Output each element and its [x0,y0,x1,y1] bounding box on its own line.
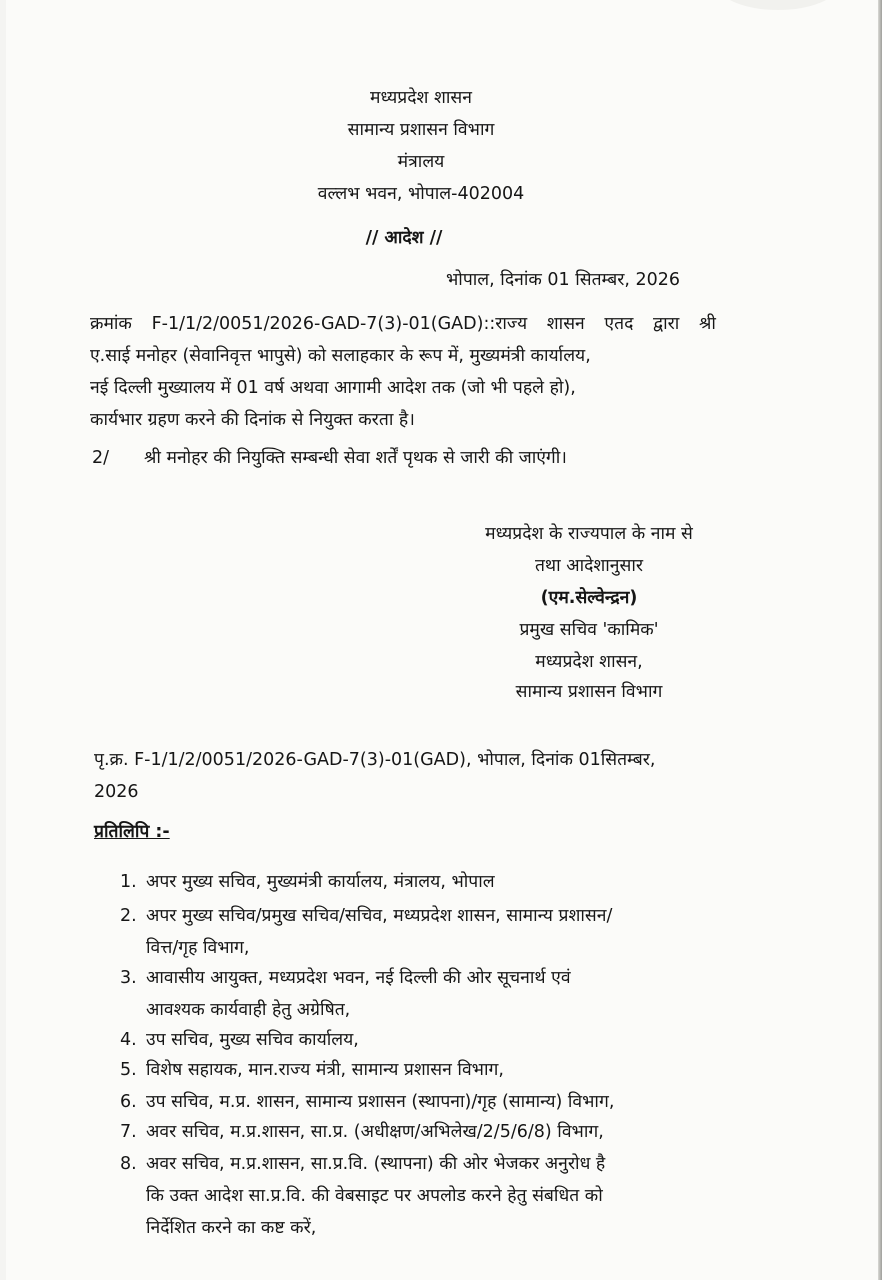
copy-item-number: 8. [120,1154,137,1174]
copy-heading: प्रतिलिपि :- [94,822,170,842]
copy-item-text: अपर मुख्य सचिव, मुख्यमंत्री कार्यालय, मंत्रालय, भोपाल [146,872,495,892]
header-department: सामान्य प्रशासन विभाग [347,120,495,140]
copy-item-text: उप सचिव, म.प्र. शासन, सामान्य प्रशासन (स्थापना)/गृह (सामान्य) विभाग, [146,1092,615,1112]
order-para-line-3: नई दिल्ली मुख्यालय में 01 वर्ष अथवा आगामी आदेश तक (जो भी पहले हो), [90,378,576,398]
signatory-org-1: मध्यप्रदेश शासन, [535,652,643,672]
signature-line-1: मध्यप्रदेश के राज्यपाल के नाम से [485,524,693,544]
word: शासन [546,314,585,334]
copy-item-text: अपर मुख्य सचिव/प्रमुख सचिव/सचिव, मध्यप्रदेश शासन, सामान्य प्रशासन/ [146,906,613,926]
copy-item-text: उप सचिव, मुख्य सचिव कार्यालय, [146,1030,359,1050]
order-para-line-4: कार्यभार ग्रहण करने की दिनांक से नियुक्त करता है। [90,410,415,430]
copy-item-text: आवश्यक कार्यवाही हेतु अग्रेषित, [146,1000,351,1020]
copy-item-text: अवर सचिव, म.प्र.शासन, सा.प्र.वि. (स्थापना) की ओर भेजकर अनुरोध है [146,1154,606,1174]
copy-item-number: 5. [120,1060,137,1080]
copy-item-number: 1. [120,872,137,892]
scan-artifact [718,0,838,10]
copy-item-text: निर्देशित करने का कष्ट करें, [146,1218,317,1238]
word: श्री [699,314,716,334]
order-number-label: क्रमांक [90,314,132,334]
signatory-name: (एम.सेल्वेन्द्रन) [540,588,638,608]
signatory-org-2: सामान्य प्रशासन विभाग [515,682,663,702]
copy-item-text: कि उक्त आदेश सा.प्र.वि. की वेबसाइट पर अपलोड करने हेतु संबधित को [146,1186,603,1206]
para-2-number: 2/ [92,448,110,468]
word: द्वारा [653,314,680,334]
signature-line-2: तथा आदेशानुसार [534,556,644,576]
order-para-line-2: ए.साई मनोहर (सेवानिवृत्त भापुसे) को सलाहकार के रूप में, मुख्यमंत्री कार्यालय, [90,346,591,366]
order-number: F-1/1/2/0051/2026-GAD-7(3)-01(GAD)::राज्य [151,314,528,334]
copy-item-number: 3. [120,968,137,988]
copy-item-number: 4. [120,1030,137,1050]
endorsement-line-2: 2026 [94,782,139,802]
copy-item-number: 7. [120,1122,137,1142]
copy-item-text: विशेष सहायक, मान.राज्य मंत्री, सामान्य प्रशासन विभाग, [146,1060,504,1080]
copy-item-text: अवर सचिव, म.प्र.शासन, सा.प्र. (अधीक्षण/अभिलेख/2/5/6/8) विभाग, [146,1122,604,1142]
word: एतद [604,314,634,334]
order-title: // आदेश // [365,228,443,248]
header-address: वल्लभ भवन, भोपाल-402004 [317,184,525,204]
header-ministry: मंत्रालय [397,152,445,172]
para-2-text: श्री मनोहर की नियुक्ति सम्बन्धी सेवा शर्तें पृथक से जारी की जाएंगी। [144,448,567,468]
copy-item-number: 6. [120,1092,137,1112]
header-state-government: मध्यप्रदेश शासन [370,88,472,108]
page-edge-shadow [878,0,882,1280]
signatory-designation: प्रमुख सचिव 'कामिक' [519,620,659,640]
copy-item-text: आवासीय आयुक्त, मध्यप्रदेश भवन, नई दिल्ली की ओर सूचनार्थ एवं [146,968,571,988]
endorsement-line-1: पृ.क्र. F-1/1/2/0051/2026-GAD-7(3)-01(GAD), भोपाल, दिनांक 01सितम्बर, [94,750,656,770]
document-page [6,0,878,1280]
copy-item-text: वित्त/गृह विभाग, [146,938,250,958]
order-para-line-1 [90,312,716,336]
order-date: भोपाल, दिनांक 01 सितम्बर, 2026 [446,270,681,290]
copy-item-number: 2. [120,906,137,926]
